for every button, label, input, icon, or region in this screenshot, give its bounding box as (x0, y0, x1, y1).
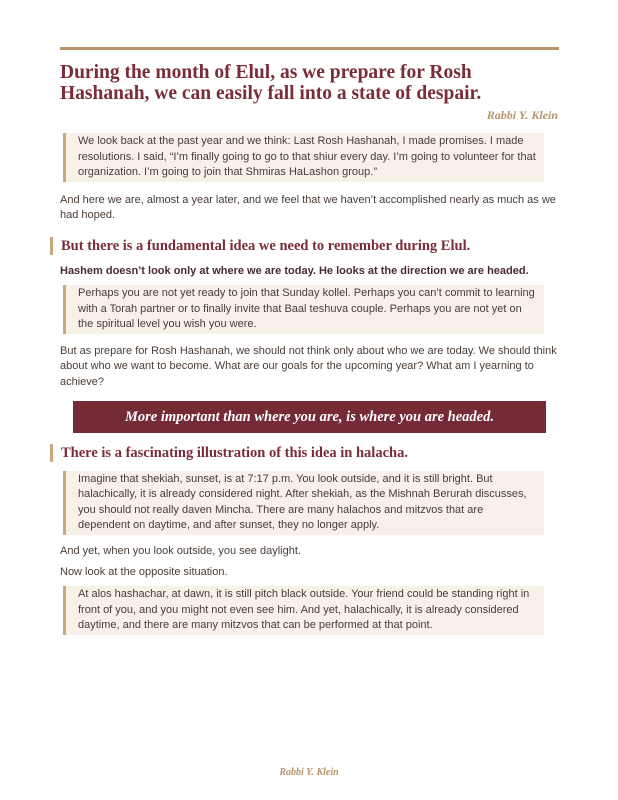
article-title: During the month of Elul, as we prepare for Rosh Hashanah, we can easily fall into a state of despair. (60, 62, 482, 104)
footer-author: Rabbi Y. Klein (279, 767, 339, 778)
highlight-banner: More important than where you are, is where you are headed. (73, 401, 546, 433)
section-heading: But there is a fundamental idea we need to remember during Elul. (50, 237, 558, 255)
quote-block: Imagine that shekiah, sunset, is at 7:17 p.m. You look outside, and it is still bright. But halachically, it is already considered night. After shekiah, as the Mishnah Berurah discusses, you should not really daven Mincha. There are many halachos and mitzvos that are dependent on daytime, and after sunset, they no longer apply. (63, 471, 544, 535)
quote-block: At alos hashachar, at dawn, it is still pitch black outside. Your friend could be standing right in front of you, and you might not even see him. And yet, halachically, it is already considered daytime, and there are many mitzvos that can be performed at that point. (63, 586, 544, 635)
paragraph: And here we are, almost a year later, and we feel that we haven’t accomplished nearly as much as we had hoped. (60, 193, 556, 222)
paragraph: But as prepare for Rosh Hashanah, we should not think only about who we are today. We should think about who we want to become. What are our goals for the upcoming year? What am I yearning to achieve? (60, 344, 557, 388)
article (60, 47, 558, 635)
quote-block: Perhaps you are not yet ready to join that Sunday kollel. Perhaps you can’t commit to learning with a Torah partner or to finally invite that Baal teshuva couple. Perhaps you are not yet on the spiritual level you wish you were. (63, 285, 544, 334)
quote-block: We look back at the past year and we think: Last Rosh Hashanah, I made promises. I made resolutions. I said, “I’m finally going to go to that shiur every day. I’m going to volunteer for that organization. I’m going to join that Shmiras HaLashon group.” (63, 133, 544, 182)
section-heading: There is a fascinating illustration of this idea in halacha. (50, 444, 558, 462)
lead-statement: Hashem doesn’t look only at where we are today. He looks at the direction we are headed. (60, 264, 529, 277)
author-byline: Rabbi Y. Klein (486, 108, 558, 122)
paragraph: And yet, when you look outside, you see daylight. (60, 544, 301, 557)
top-divider (60, 47, 559, 50)
paragraph: Now look at the opposite situation. (60, 565, 228, 578)
